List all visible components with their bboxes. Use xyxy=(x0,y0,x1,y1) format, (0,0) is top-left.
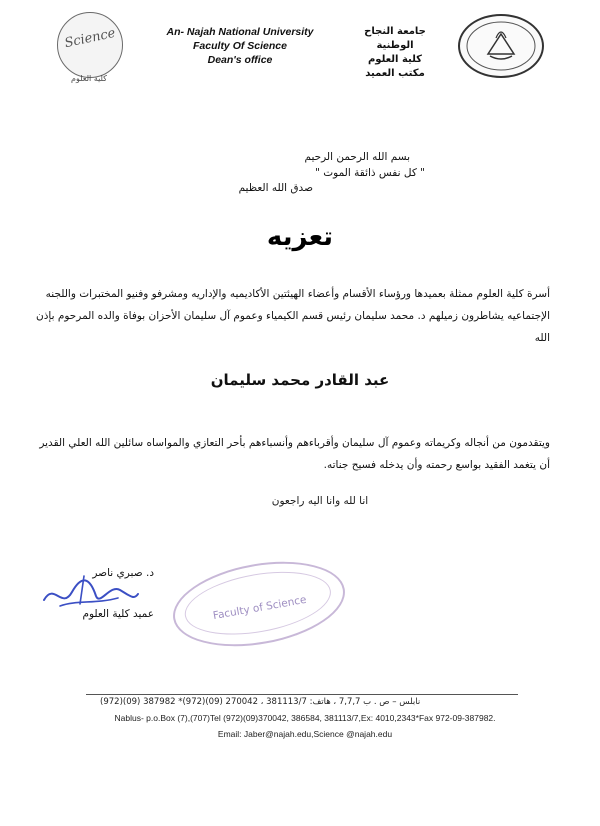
sadaq-phrase: صدق الله العظيم xyxy=(238,182,313,194)
english-letterhead xyxy=(150,25,330,67)
basmala: بسم الله الرحمن الرحيم xyxy=(304,151,410,163)
handwritten-signature xyxy=(40,570,140,616)
document-title: تعزيه xyxy=(266,222,334,252)
condolence-wishes-paragraph: ويتقدمون من أنجاله وكريماته وعموم آل سليمان وأقرباءهم وأنسباءهم بأحر التعازي والمواساه سائلين الله العلي القدير أن يتغمد الفقيد بواسع رحمته وأن يدخله فسيح جناته. xyxy=(39,437,550,471)
stamp-text: Faculty of Science xyxy=(212,593,308,623)
arabic-letterhead xyxy=(345,25,445,81)
footer-divider xyxy=(86,694,518,695)
faculty-stamp xyxy=(166,550,351,659)
university-name-en: An- Najah National University xyxy=(166,26,314,38)
science-logo-text: Science xyxy=(63,25,117,52)
faculty-name-ar: كلية العلوم xyxy=(367,54,423,65)
closing-verse: انا لله وانا اليه راجعون xyxy=(271,495,369,507)
university-seal-icon xyxy=(458,14,544,78)
science-faculty-logo xyxy=(57,12,123,78)
quran-verse: " كل نفس ذائقة الموت " xyxy=(315,167,425,179)
science-logo-caption: كلية العلوم xyxy=(71,74,107,83)
signatory-title: عميد كلية العلوم xyxy=(82,608,154,620)
faculty-name-en: Faculty Of Science xyxy=(193,40,287,52)
deceased-name: عبد القادر محمد سليمان xyxy=(210,371,390,389)
university-name-ar: جامعة النجاح الوطنية xyxy=(364,26,426,51)
footer-address-ar: نابلس – ص . ب 7,7,7 ، هاتف: 381113/7 ، 270042 (09)(972)* 387982 (09)(972) xyxy=(100,697,421,707)
condolence-paragraph: أسرة كلية العلوم ممثلة بعميدها ورؤساء الأقسام وأعضاء الهيئتين الأكاديميه والإداريه ومشرفو وفنيو المختبرات واللجنه الإجتماعيه يشاطرون زميلهم د. محمد سليمان رئيس قسم الكيمياء وعموم آل سليمان الأحزان بوفاة والده المرحوم بإذن الله xyxy=(36,288,550,344)
footer-address-en: Nablus- p.o.Box (7),(707)Tel (972)(09)370042, 386584, 381113/7,Ex: 4010,2343*Fax 972-09-387982. xyxy=(114,713,496,723)
office-name-ar: مكتب العميد xyxy=(365,68,425,79)
footer-email: Email: Jaber@najah.edu,Science @najah.edu xyxy=(217,729,393,739)
office-name-en: Dean's office xyxy=(207,54,273,66)
signatory-name: د. صبري ناصر xyxy=(92,567,154,579)
